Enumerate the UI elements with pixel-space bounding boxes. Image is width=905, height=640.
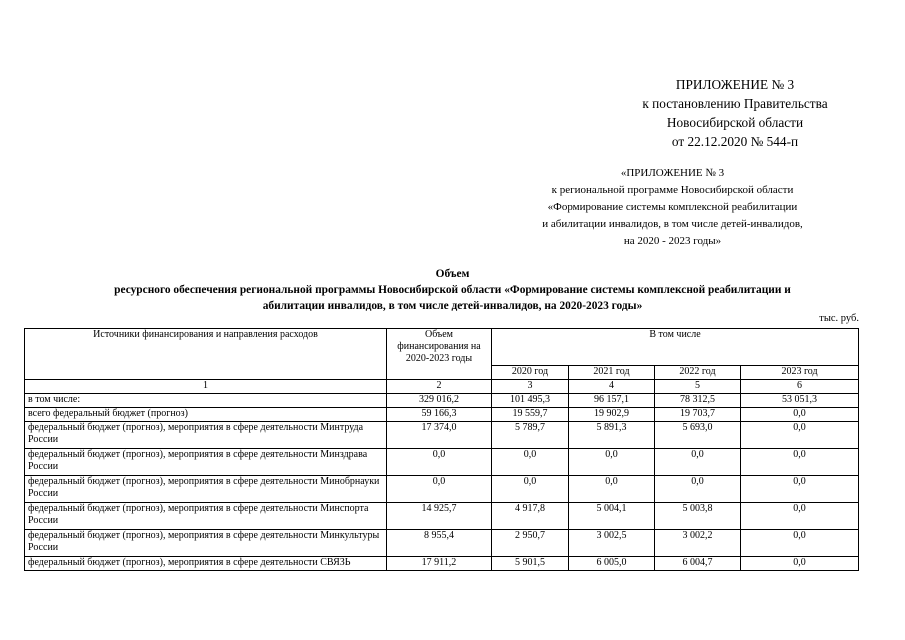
quote-line: на 2020 - 2023 годы» [623, 235, 722, 247]
row-name: всего федеральный бюджет (прогноз) [25, 408, 387, 422]
row-2023: 0,0 [741, 408, 859, 422]
appendix-block [590, 75, 880, 151]
row-total: 0,0 [387, 449, 492, 476]
row-2022: 0,0 [655, 449, 741, 476]
header-including: В том числе [492, 329, 859, 366]
row-2022: 5 693,0 [655, 422, 741, 449]
column-number: 6 [741, 380, 859, 394]
quote-line: к региональной программе Новосибирской области [551, 184, 794, 196]
row-2020: 19 559,7 [492, 408, 569, 422]
table-row [25, 449, 859, 476]
header-year: 2020 год [492, 366, 569, 380]
row-total: 59 166,3 [387, 408, 492, 422]
document-title [40, 266, 865, 314]
row-total: 329 016,2 [387, 394, 492, 408]
column-number: 2 [387, 380, 492, 394]
appendix-line: к постановлению Правительства [642, 96, 828, 111]
row-total: 17 374,0 [387, 422, 492, 449]
appendix-line: Новосибирской области [666, 115, 804, 130]
row-2022: 78 312,5 [655, 394, 741, 408]
row-2021: 0,0 [569, 449, 655, 476]
row-name: федеральный бюджет (прогноз), мероприятия в сфере деятельности Минспорта России [25, 503, 387, 530]
row-2020: 101 495,3 [492, 394, 569, 408]
row-total: 0,0 [387, 476, 492, 503]
appendix-line: ПРИЛОЖЕНИЕ № 3 [675, 77, 795, 92]
row-2021: 5 891,3 [569, 422, 655, 449]
table-row [25, 408, 859, 422]
row-2022: 19 703,7 [655, 408, 741, 422]
financing-table [24, 328, 859, 571]
row-2021: 6 005,0 [569, 557, 655, 571]
row-2023: 53 051,3 [741, 394, 859, 408]
row-2020: 2 950,7 [492, 530, 569, 557]
row-2020: 5 789,7 [492, 422, 569, 449]
row-2020: 5 901,5 [492, 557, 569, 571]
row-2022: 6 004,7 [655, 557, 741, 571]
row-2020: 0,0 [492, 476, 569, 503]
title-line: Объем [435, 268, 470, 280]
table-row [25, 530, 859, 557]
row-name: в том числе: [25, 394, 387, 408]
unit-label: тыс. руб. [819, 313, 859, 324]
row-2023: 0,0 [741, 503, 859, 530]
row-total: 17 911,2 [387, 557, 492, 571]
header-year: 2022 год [655, 366, 741, 380]
column-number: 3 [492, 380, 569, 394]
row-2021: 5 004,1 [569, 503, 655, 530]
row-2022: 5 003,8 [655, 503, 741, 530]
row-2021: 0,0 [569, 476, 655, 503]
row-2021: 19 902,9 [569, 408, 655, 422]
row-2022: 3 002,2 [655, 530, 741, 557]
header-volume: Объем финансирования на 2020-2023 годы [387, 329, 492, 380]
header-year: 2021 год [569, 366, 655, 380]
column-number: 1 [25, 380, 387, 394]
row-name: федеральный бюджет (прогноз), мероприятия в сфере деятельности Минобрнауки России [25, 476, 387, 503]
column-number: 4 [569, 380, 655, 394]
quote-line: «ПРИЛОЖЕНИЕ № 3 [620, 167, 725, 179]
row-2022: 0,0 [655, 476, 741, 503]
header-year: 2023 год [741, 366, 859, 380]
title-line: абилитации инвалидов, в том числе детей-инвалидов, на 2020-2023 годы» [262, 300, 643, 312]
program-appendix-block [500, 165, 845, 250]
row-2023: 0,0 [741, 557, 859, 571]
row-2020: 4 917,8 [492, 503, 569, 530]
row-2023: 0,0 [741, 422, 859, 449]
table-row [25, 394, 859, 408]
appendix-line: от 22.12.2020 № 544-п [671, 134, 799, 149]
quote-line: и абилитации инвалидов, в том числе детей-инвалидов, [542, 218, 803, 230]
row-total: 14 925,7 [387, 503, 492, 530]
row-2020: 0,0 [492, 449, 569, 476]
column-number: 5 [655, 380, 741, 394]
table-row [25, 422, 859, 449]
row-name: федеральный бюджет (прогноз), мероприятия в сфере деятельности Минтруда России [25, 422, 387, 449]
row-2021: 3 002,5 [569, 530, 655, 557]
row-total: 8 955,4 [387, 530, 492, 557]
row-2023: 0,0 [741, 449, 859, 476]
title-line: ресурсного обеспечения региональной программы Новосибирской области «Формирование системы комплексной реабилитации и [114, 284, 791, 296]
row-2023: 0,0 [741, 530, 859, 557]
table-row [25, 557, 859, 571]
row-2023: 0,0 [741, 476, 859, 503]
row-2021: 96 157,1 [569, 394, 655, 408]
row-name: федеральный бюджет (прогноз), мероприятия в сфере деятельности СВЯЗЬ [25, 557, 387, 571]
table-row [25, 476, 859, 503]
row-name: федеральный бюджет (прогноз), мероприятия в сфере деятельности Минкультуры России [25, 530, 387, 557]
quote-line: «Формирование системы комплексной реабилитации [547, 201, 798, 213]
table-row [25, 503, 859, 530]
header-sources: Источники финансирования и направления расходов [25, 329, 387, 380]
row-name: федеральный бюджет (прогноз), мероприятия в сфере деятельности Минздрава России [25, 449, 387, 476]
